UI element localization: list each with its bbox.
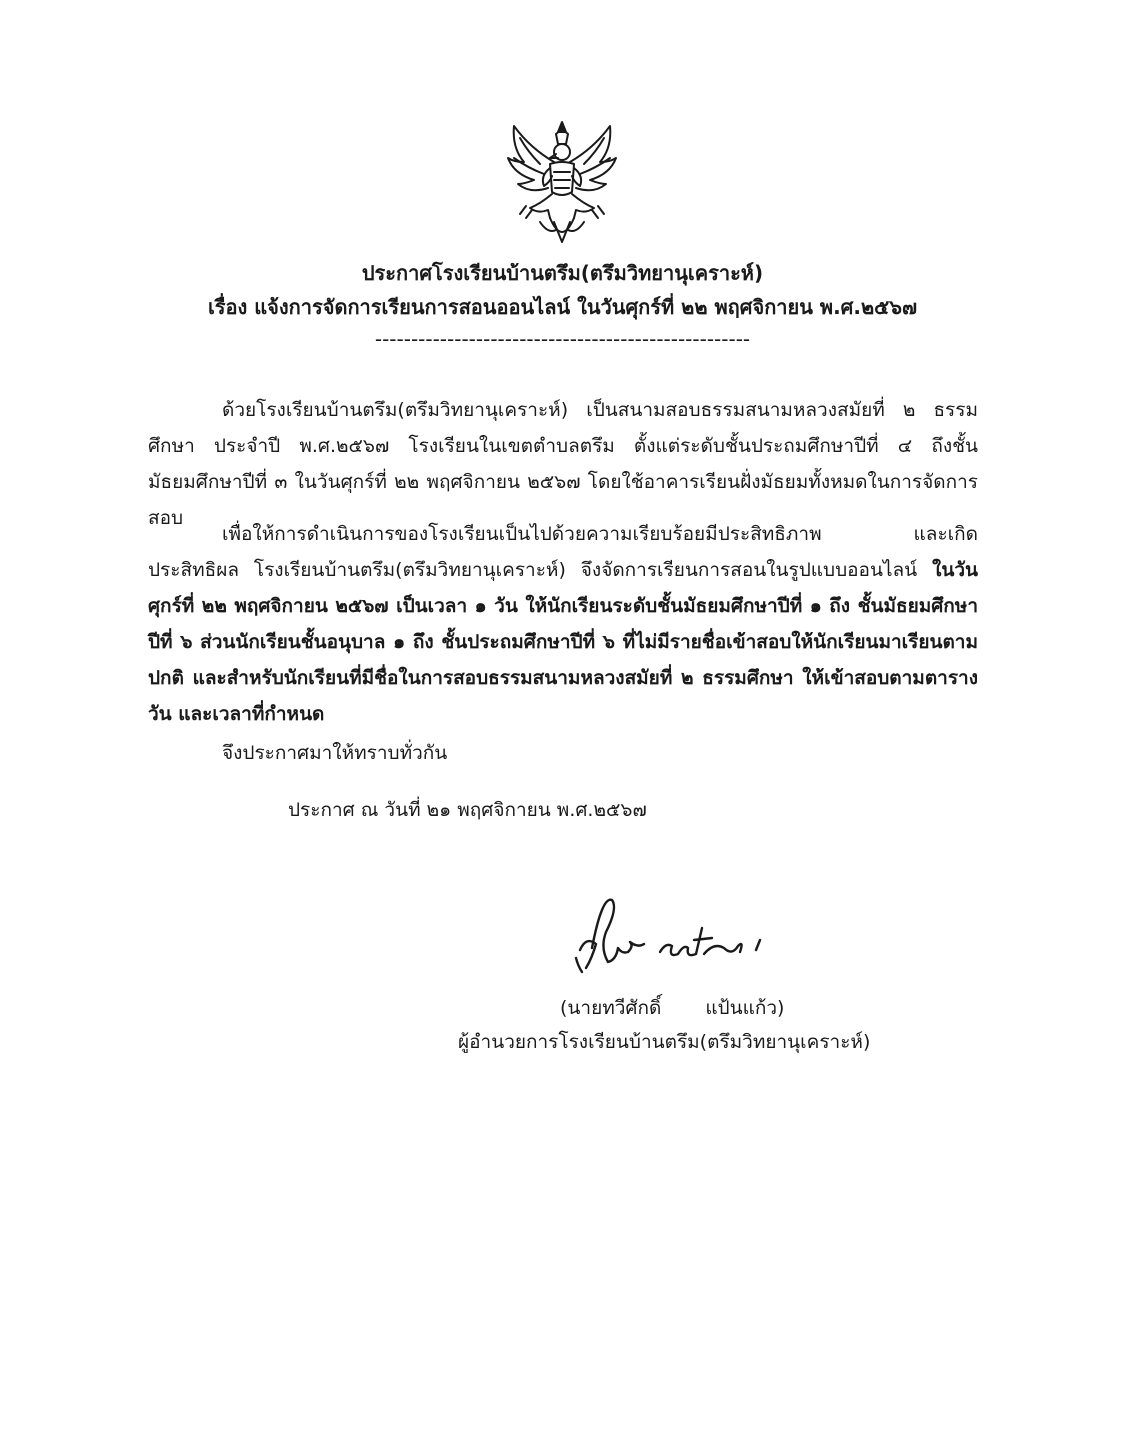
announce-date: ประกาศ ณ วันที่ ๒๑ พฤศจิกายน พ.ศ.๒๕๖๗ — [288, 799, 647, 821]
signatory-position: ผู้อำนวยการโรงเรียนบ้านตรึม(ตรึมวิทยานุเคราะห์) — [458, 1031, 871, 1053]
garuda-emblem-icon — [500, 118, 624, 246]
paragraph-online-learning-bold: ในวันศุกร์ที่ ๒๒ พฤศจิกายน ๒๕๖๗ เป็นเวลา ๑ วัน ให้นักเรียนระดับชั้นมัธยมศึกษาปีที่ ๑ ถึง ชั้นมัธยมศึกษาปีที่ ๖ ส่วนนักเรียนชั้นอนุบาล ๑ ถึง ชั้นประถมศึกษาปีที่ ๖ ที่ไม่มีรายชื่อเข้าสอบให้นักเรียนมาเรียนตามปกติ และสำหรับนักเรียนที่มีชื่อในการสอบธรรมสนามหลวงสมัยที่ ๒ ธรรมศึกษา ให้เข้าสอบตามตาราง วัน และเวลาที่กำหนด — [148, 559, 978, 725]
signatory-first-name: (นายทวีศักดิ์ — [560, 997, 662, 1019]
announcement-subject: เรื่อง แจ้งการจัดการเรียนการสอนออนไลน์ ในวันศุกร์ที่ ๒๒ พฤศจิกายน พ.ศ.๒๕๖๗ — [207, 295, 918, 319]
signatory-last-name: แป้นแก้ว) — [705, 997, 785, 1019]
paragraph-exam-venue: ด้วยโรงเรียนบ้านตรึม(ตรึมวิทยานุเคราะห์) เป็นสนามสอบธรรมสนามหลวงสมัยที่ ๒ ธรรมศึกษา ประจำปี พ.ศ.๒๕๖๗ โรงเรียนในเขตตำบลตรึม ตั้งแต่ระดับชั้นประถมศึกษาปีที่ ๔ ถึงชั้นมัธยมศึกษาปีที่ ๓ ในวันศุกร์ที่ ๒๒ พฤศจิกายน ๒๕๖๗ โดยใช้อาคารเรียนฝั่งมัธยมทั้งหมดในการจัดการสอบ — [148, 399, 978, 529]
header-divider: ---------------------------------------------------- — [374, 327, 751, 351]
paragraph-online-learning — [148, 516, 978, 732]
closing-statement: จึงประกาศมาให้ทราบทั่วกัน — [222, 742, 448, 764]
handwritten-signature — [568, 888, 778, 988]
paragraph-online-learning-normal: เพื่อให้การดำเนินการของโรงเรียนเป็นไปด้วยความเรียบร้อยมีประสิทธิภาพ และเกิดประสิทธิผล โรงเรียนบ้านตรึม(ตรึมวิทยานุเคราะห์) จึงจัดการเรียนการสอนในรูปแบบออนไลน์ — [148, 523, 978, 581]
announcement-title: ประกาศโรงเรียนบ้านตรึม(ตรึมวิทยานุเคราะห์) — [361, 261, 764, 285]
signatory-name — [560, 990, 784, 1026]
